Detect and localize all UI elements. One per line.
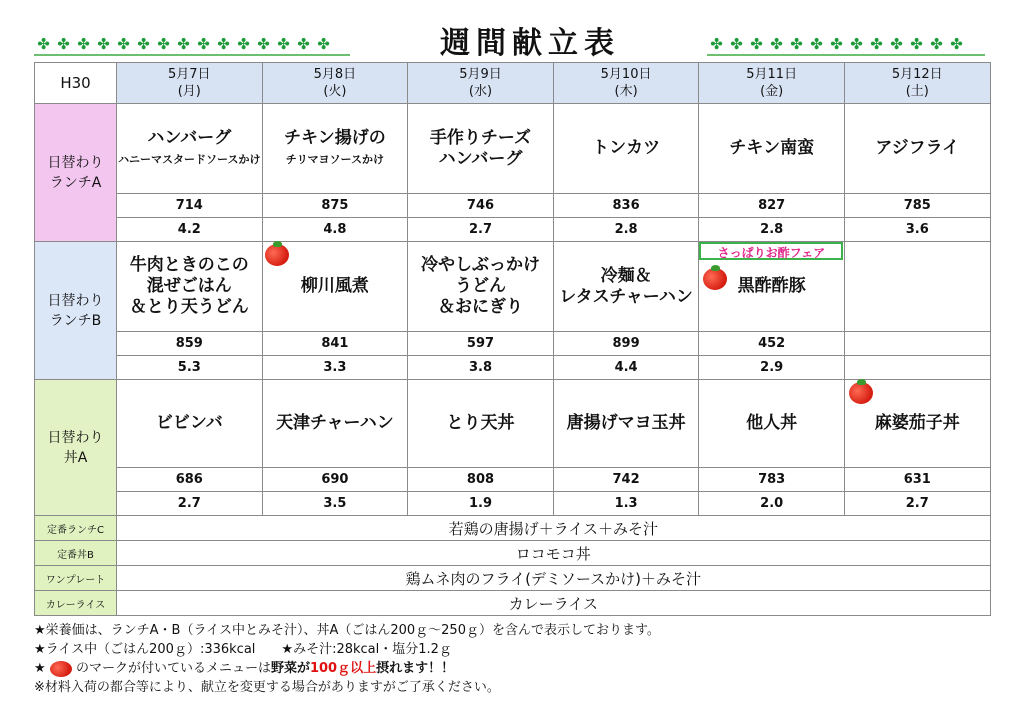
clover-icon: ✤ bbox=[77, 35, 91, 53]
salt-value: 2.7 bbox=[408, 218, 554, 242]
fixed-menu: 若鶏の唐揚げ＋ライス＋みそ汁 bbox=[117, 516, 991, 541]
clover-icon: ✤ bbox=[117, 35, 131, 53]
day-header-thu: 5月10日 (木) bbox=[553, 63, 699, 104]
fixed-label: ワンプレート bbox=[35, 566, 117, 591]
clover-icon: ✤ bbox=[710, 35, 724, 53]
lunch-a-dish-row bbox=[35, 104, 991, 194]
salt-value: 3.6 bbox=[844, 218, 990, 242]
clover-icon: ✤ bbox=[870, 35, 884, 53]
clover-border-left bbox=[34, 34, 350, 56]
energy-value: 827 bbox=[699, 194, 845, 218]
energy-value: 631 bbox=[844, 468, 990, 492]
salt-value: 3.8 bbox=[408, 356, 554, 380]
fixed-label: 定番丼B bbox=[35, 541, 117, 566]
lunch-a-dish: チキン南蛮 bbox=[699, 104, 845, 194]
clover-icon: ✤ bbox=[37, 35, 51, 53]
day-header-tue: 5月8日 (火) bbox=[262, 63, 408, 104]
salt-value: 2.0 bbox=[699, 492, 845, 516]
clover-icon: ✤ bbox=[850, 35, 864, 53]
energy-value: 686 bbox=[117, 468, 263, 492]
clover-icon: ✤ bbox=[910, 35, 924, 53]
salt-value: 2.7 bbox=[117, 492, 263, 516]
energy-value: 785 bbox=[844, 194, 990, 218]
footnotes bbox=[34, 621, 994, 697]
salt-value: 2.8 bbox=[699, 218, 845, 242]
lunch-b-dish: 冷麺＆ レタスチャーハン bbox=[553, 242, 699, 332]
note-nutrition: ★栄養価は、ランチA・B（ライス中とみそ汁）、丼A（ごはん200ｇ～250ｇ）を含んで表示しております。 bbox=[34, 623, 660, 638]
clover-icon: ✤ bbox=[317, 35, 331, 53]
tomato-icon bbox=[849, 382, 873, 404]
salt-value: 3.5 bbox=[262, 492, 408, 516]
fixed-menu: 鶏ムネ肉のフライ(デミソースかけ)＋みそ汁 bbox=[117, 566, 991, 591]
don-a-dish: ビビンバ bbox=[117, 380, 263, 468]
year-cell: H30 bbox=[35, 63, 117, 104]
salt-value: 2.8 bbox=[553, 218, 699, 242]
salt-value: 5.3 bbox=[117, 356, 263, 380]
salt-value: 1.9 bbox=[408, 492, 554, 516]
salt-value: 4.4 bbox=[553, 356, 699, 380]
energy-value: 875 bbox=[262, 194, 408, 218]
energy-value: 808 bbox=[408, 468, 554, 492]
clover-icon: ✤ bbox=[57, 35, 71, 53]
clover-icon: ✤ bbox=[277, 35, 291, 53]
energy-value: 899 bbox=[553, 332, 699, 356]
energy-value: 714 bbox=[117, 194, 263, 218]
clover-icon: ✤ bbox=[137, 35, 151, 53]
lunch-a-dish: トンカツ bbox=[553, 104, 699, 194]
clover-icon: ✤ bbox=[770, 35, 784, 53]
energy-value: 841 bbox=[262, 332, 408, 356]
lunch-a-dish: ハンバーグ ハニーマスタードソースかけ bbox=[117, 104, 263, 194]
lunch-b-dish: 柳川風煮 bbox=[262, 242, 408, 332]
energy-value: 859 bbox=[117, 332, 263, 356]
tomato-icon bbox=[50, 661, 72, 677]
fixed-menu: ロコモコ丼 bbox=[117, 541, 991, 566]
lunch-a-dish: アジフライ bbox=[844, 104, 990, 194]
fixed-row-lunch-c bbox=[35, 516, 991, 541]
day-header-wed: 5月9日 (水) bbox=[408, 63, 554, 104]
don-a-dish-row bbox=[35, 380, 991, 468]
note-tomato-mark: ★ のマークが付いているメニューは野菜が100ｇ以上摂れます！！ bbox=[34, 661, 455, 676]
salt-value: 3.3 bbox=[262, 356, 408, 380]
day-header-sat: 5月12日 (土) bbox=[844, 63, 990, 104]
header-row bbox=[35, 63, 991, 104]
fixed-row-curry bbox=[35, 591, 991, 616]
note-rice-miso: ★ライス中（ごはん200ｇ）:336kcal ★みそ汁:28kcal・塩分1.2ｇ bbox=[34, 642, 452, 657]
clover-icon: ✤ bbox=[177, 35, 191, 53]
lunch-b-salt-row bbox=[35, 356, 991, 380]
don-a-dish: 唐揚げマヨ玉丼 bbox=[553, 380, 699, 468]
energy-value: 597 bbox=[408, 332, 554, 356]
note-disclaimer: ※材料入荷の都合等により、献立を変更する場合がありますがご了承ください。 bbox=[34, 680, 500, 695]
salt-value bbox=[844, 356, 990, 380]
clover-icon: ✤ bbox=[790, 35, 804, 53]
salt-value: 4.8 bbox=[262, 218, 408, 242]
don-a-salt-row bbox=[35, 492, 991, 516]
salt-value: 2.9 bbox=[699, 356, 845, 380]
clover-icon: ✤ bbox=[297, 35, 311, 53]
clover-icon: ✤ bbox=[197, 35, 211, 53]
clover-icon: ✤ bbox=[950, 35, 964, 53]
energy-value: 746 bbox=[408, 194, 554, 218]
tomato-icon bbox=[265, 244, 289, 266]
don-a-dish: とり天丼 bbox=[408, 380, 554, 468]
don-a-dish: 麻婆茄子丼 bbox=[844, 380, 990, 468]
day-header-fri: 5月11日 (金) bbox=[699, 63, 845, 104]
energy-value bbox=[844, 332, 990, 356]
lunch-a-label: 日替わり ランチA bbox=[35, 104, 117, 242]
clover-icon: ✤ bbox=[730, 35, 744, 53]
lunch-a-dish: チキン揚げの チリマヨソースかけ bbox=[262, 104, 408, 194]
energy-value: 742 bbox=[553, 468, 699, 492]
clover-icon: ✤ bbox=[930, 35, 944, 53]
weekly-menu-table bbox=[34, 62, 991, 616]
clover-icon: ✤ bbox=[830, 35, 844, 53]
clover-icon: ✤ bbox=[750, 35, 764, 53]
lunch-b-dish: 牛肉ときのこの 混ぜごはん ＆とり天うどん bbox=[117, 242, 263, 332]
energy-value: 452 bbox=[699, 332, 845, 356]
clover-icon: ✤ bbox=[217, 35, 231, 53]
salt-value: 1.3 bbox=[553, 492, 699, 516]
fixed-row-one-plate bbox=[35, 566, 991, 591]
lunch-b-dish bbox=[844, 242, 990, 332]
don-a-energy-row bbox=[35, 468, 991, 492]
energy-value: 836 bbox=[553, 194, 699, 218]
clover-icon: ✤ bbox=[157, 35, 171, 53]
lunch-b-energy-row bbox=[35, 332, 991, 356]
lunch-a-salt-row bbox=[35, 218, 991, 242]
clover-icon: ✤ bbox=[97, 35, 111, 53]
clover-icon: ✤ bbox=[257, 35, 271, 53]
fixed-row-don-b bbox=[35, 541, 991, 566]
lunch-b-dish: さっぱりお酢フェア 黒酢酢豚 bbox=[699, 242, 845, 332]
don-a-dish: 他人丼 bbox=[699, 380, 845, 468]
salt-value: 2.7 bbox=[844, 492, 990, 516]
fixed-menu: カレーライス bbox=[117, 591, 991, 616]
clover-icon: ✤ bbox=[810, 35, 824, 53]
salt-value: 4.2 bbox=[117, 218, 263, 242]
clover-border-right bbox=[707, 34, 985, 56]
lunch-a-energy-row bbox=[35, 194, 991, 218]
lunch-b-dish: 冷やしぶっかけ うどん ＆おにぎり bbox=[408, 242, 554, 332]
energy-value: 783 bbox=[699, 468, 845, 492]
don-a-dish: 天津チャーハン bbox=[262, 380, 408, 468]
lunch-a-dish: 手作りチーズ ハンバーグ bbox=[408, 104, 554, 194]
day-header-mon: 5月7日 (月) bbox=[117, 63, 263, 104]
clover-icon: ✤ bbox=[237, 35, 251, 53]
fixed-label: 定番ランチC bbox=[35, 516, 117, 541]
page-title: 週間献立表 bbox=[440, 26, 620, 61]
lunch-b-dish-row bbox=[35, 242, 991, 332]
don-a-label: 日替わり 丼A bbox=[35, 380, 117, 516]
lunch-b-label: 日替わり ランチB bbox=[35, 242, 117, 380]
fixed-label: カレーライス bbox=[35, 591, 117, 616]
energy-value: 690 bbox=[262, 468, 408, 492]
clover-icon: ✤ bbox=[890, 35, 904, 53]
vinegar-fair-badge: さっぱりお酢フェア bbox=[699, 242, 843, 260]
